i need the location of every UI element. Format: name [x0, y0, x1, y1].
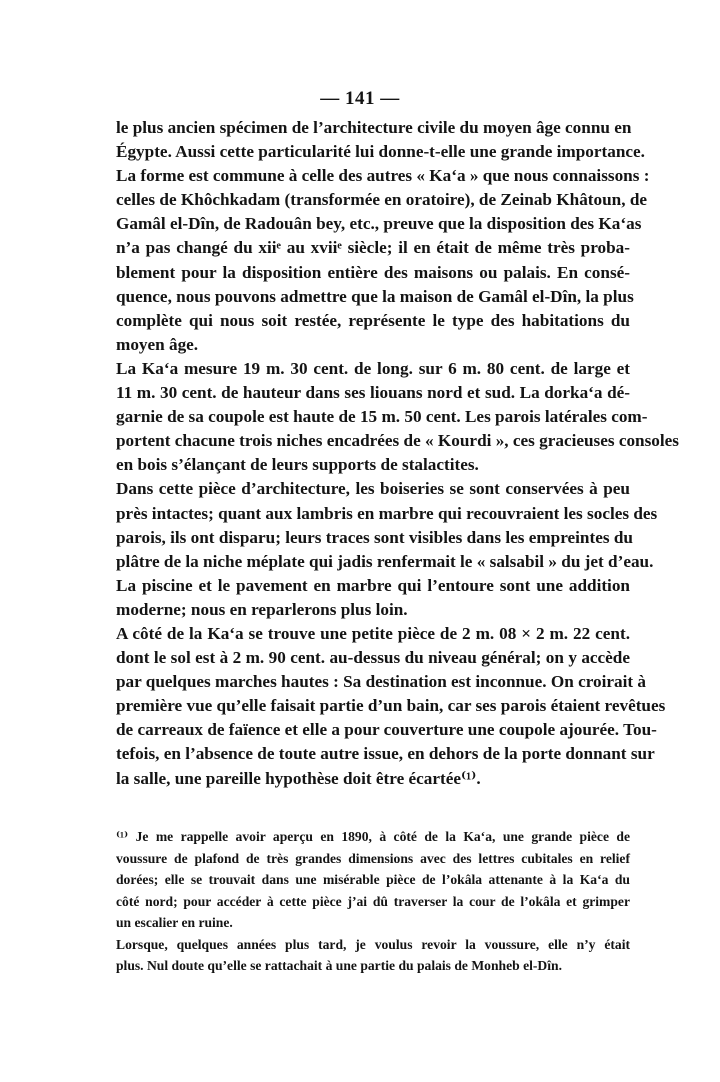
- text-line: portent chacune trois niches encadrées de « Kourdi », ces gracieuses consoles: [116, 431, 679, 451]
- text-line: moyen âge.: [116, 334, 199, 354]
- footnotes: [116, 826, 630, 977]
- paragraph-3: [116, 357, 679, 477]
- text-line: quence, nous pouvons admettre que la maison de Gamâl el-Dîn, la plus: [116, 286, 634, 306]
- text-line: garnie de sa coupole est haute de 15 m. 50 cent. Les parois latérales com-: [116, 407, 648, 427]
- text-line: Égypte. Aussi cette particularité lui donne-t-elle une grande importance.: [116, 142, 645, 162]
- page-number: — 141 —: [320, 88, 400, 109]
- text-line: moderne; nous en reparlerons plus loin.: [116, 599, 408, 619]
- footnote-line: dorées; elle se trouvait dans une misérable pièce de l’okâla attenante à la Ka‘a du: [116, 872, 630, 887]
- text-line: tefois, en l’absence de toute autre issue, en dehors de la porte donnant sur: [116, 744, 655, 764]
- text-line: complète qui nous soit restée, représente le type des habitations du: [116, 310, 630, 330]
- text-line: celles de Khôchkadam (transformée en oratoire), de Zeinab Khâtoun, de: [116, 190, 648, 210]
- text-line: La Ka‘a mesure 19 m. 30 cent. de long. sur 6 m. 80 cent. de large et: [116, 358, 630, 378]
- text-line: la salle, une pareille hypothèse doit être écartée⁽¹⁾.: [116, 768, 481, 788]
- text-line: 11 m. 30 cent. de hauteur dans ses liouans nord et sud. La dorka‘a dé-: [116, 383, 630, 403]
- text-line: par quelques marches hautes : Sa destination est inconnue. On croirait à: [116, 672, 646, 692]
- footnote-line: côté nord; pour accéder à cette pièce j’ai dû traverser la cour de l’okâla et grimper: [116, 893, 630, 909]
- paragraph-2: [116, 164, 650, 357]
- text-line: en bois s’élançant de leurs supports de stalactites.: [116, 455, 479, 475]
- footnote-line: plus. Nul doute qu’elle se rattachait à une partie du palais de Monheb el-Dîn.: [116, 958, 562, 973]
- footnote-line: Lorsque, quelques années plus tard, je voulus revoir la voussure, elle n’y était: [116, 936, 630, 952]
- footnote-1: [116, 826, 630, 934]
- paragraph-6: [116, 622, 666, 791]
- footnote-line: ⁽¹⁾ Je me rappelle avoir aperçu en 1890, à côté de la Ka‘a, une grande pièce de: [116, 829, 630, 844]
- footnote-line: un escalier en ruine.: [116, 915, 233, 930]
- text-line: blement pour la disposition entière des maisons ou palais. En consé-: [116, 262, 630, 282]
- paragraph-4: [116, 477, 658, 573]
- text-line: près intactes; quant aux lambris en marbre qui recouvraient les socles des: [116, 503, 658, 523]
- text-line: le plus ancien spécimen de l’architecture civile du moyen âge connu en: [116, 118, 632, 137]
- body-text: [116, 116, 679, 791]
- paragraph-1: [116, 116, 645, 164]
- text-line: Gamâl el-Dîn, de Radouân bey, etc., preuve que la disposition des Ka‘as: [116, 214, 642, 234]
- text-line: de carreaux de faïence et elle a pour couverture une coupole ajourée. Tou-: [116, 720, 657, 740]
- footnote-line: voussure de plafond de très grandes dimensions avec des lettres cubitales en relief: [116, 850, 630, 866]
- text-line: parois, ils ont disparu; leurs traces sont visibles dans les empreintes du: [116, 527, 633, 547]
- text-line: plâtre de la niche méplate qui jadis renfermait le « salsabil » du jet d’eau.: [116, 551, 654, 571]
- text-line: La piscine et le pavement en marbre qui l’entoure sont une addition: [116, 575, 630, 595]
- text-line: Dans cette pièce d’architecture, les boiseries se sont conservées à peu: [116, 479, 630, 499]
- text-line: A côté de la Ka‘a se trouve une petite pièce de 2 m. 08 × 2 m. 22 cent.: [116, 623, 630, 643]
- footnote-2: [116, 934, 630, 977]
- text-line: La forme est commune à celle des autres « Ka‘a » que nous connaissons :: [116, 166, 650, 186]
- text-line: première vue qu’elle faisait partie d’un bain, car ses parois étaient revêtues: [116, 696, 666, 716]
- text-line: n’a pas changé du xiiᵉ au xviiᵉ siècle; il en était de même très proba-: [116, 238, 630, 258]
- text-line: dont le sol est à 2 m. 90 cent. au-dessus du niveau général; on y accède: [116, 648, 630, 668]
- paragraph-5: [116, 574, 630, 622]
